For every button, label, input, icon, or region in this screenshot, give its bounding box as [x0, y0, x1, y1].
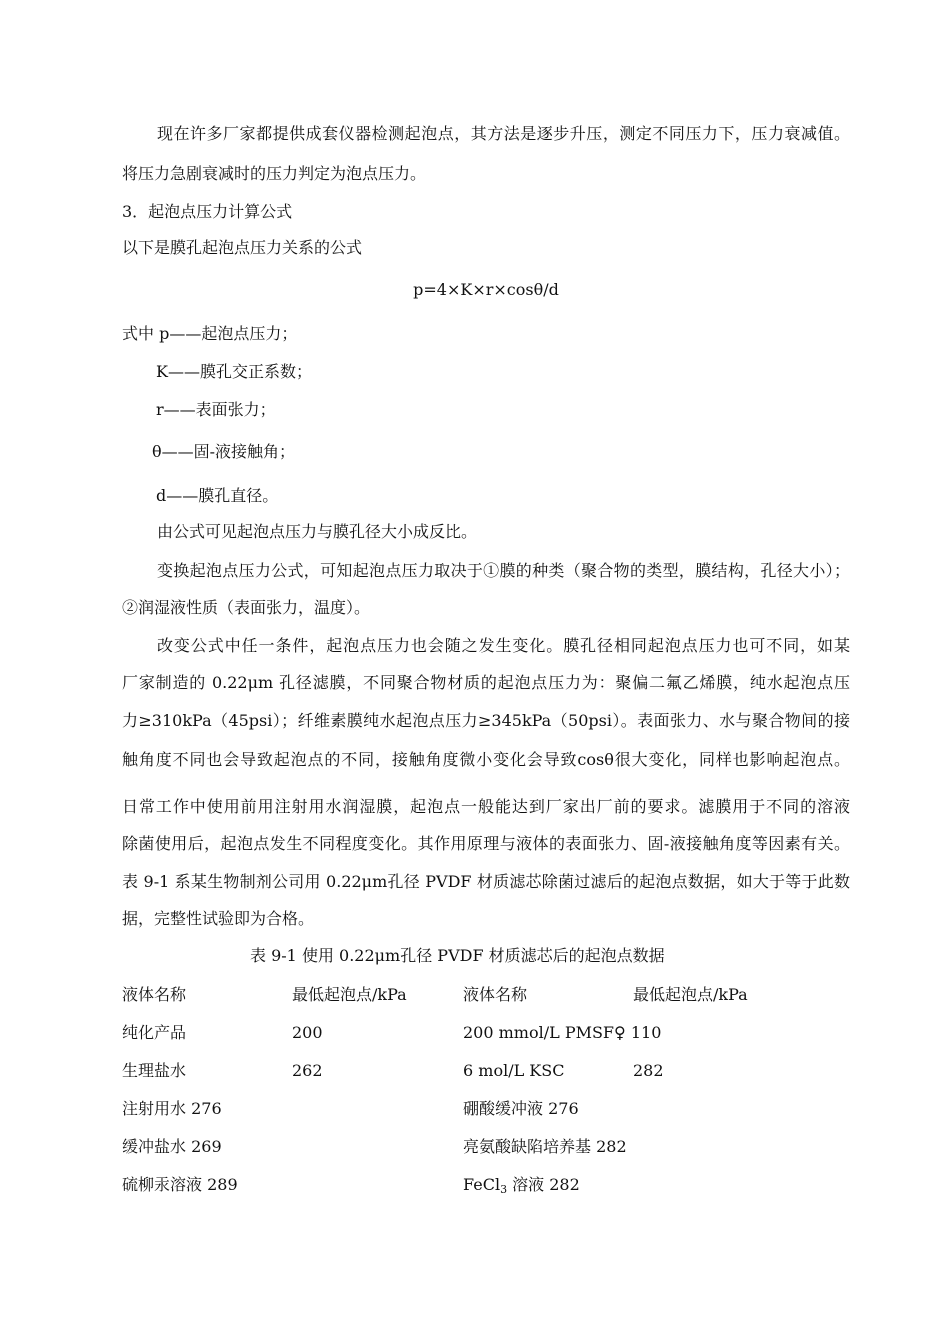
table-cell: [463, 1023, 661, 1043]
paragraph-4-line-3: 力≥310kPa（45psi）；纤维素膜纯水起泡点压力≥345kPa（50psi）。表面张力、水与聚合物间的接: [122, 711, 850, 730]
paragraph-4-line-1: 改变公式中任一条件，起泡点压力也会随之发生变化。膜孔径相同起泡点压力也可不同，如某: [157, 636, 850, 655]
definition-d: d——膜孔直径。: [156, 486, 279, 505]
definition-r: r——表面张力；: [156, 400, 276, 419]
table-cell: 亮氨酸缺陷培养基 282: [463, 1137, 627, 1156]
paragraph-3-line-1: 变换起泡点压力公式，可知起泡点压力取决于①膜的种类（聚合物的类型，膜结构，孔径大小）；: [157, 561, 850, 580]
table-cell-text: 200 mmol/L PMSF: [463, 1023, 615, 1042]
table-cell: 纯化产品: [122, 1023, 187, 1042]
paragraph-1-line-1: 现在许多厂家都提供成套仪器检测起泡点，其方法是逐步升压，测定不同压力下，压力衰减值。: [157, 124, 850, 143]
table-cell: 硫柳汞溶液 289: [122, 1175, 238, 1194]
paragraph-5-line-1: 日常工作中使用前用注射用水润湿膜，起泡点一般能达到厂家出厂前的要求。滤膜用于不同的溶液: [122, 797, 850, 816]
paragraph-4-line-4: 触角度不同也会导致起泡点的不同，接触角度微小变化会导致cosθ很大变化，同样也影响起泡点。: [122, 750, 850, 769]
paragraph-2: 由公式可见起泡点压力与膜孔径大小成反比。: [157, 522, 478, 541]
table-cell: 262: [292, 1061, 323, 1080]
paragraph-5-line-3: 表 9-1 系某生物制剂公司用 0.22μm孔径 PVDF 材质滤芯除菌过滤后的起泡点数据，如大于等于此数: [122, 872, 850, 891]
table-cell: 282: [633, 1061, 664, 1080]
table-caption: 表 9-1 使用 0.22μm孔径 PVDF 材质滤芯后的起泡点数据: [250, 946, 665, 965]
formula: p=4×K×r×cosθ/d: [413, 280, 559, 299]
table-cell: 缓冲盐水 269: [122, 1137, 222, 1156]
table-cell: 6 mol/L KSC: [463, 1061, 565, 1080]
table-header-cell: 最低起泡点/kPa: [633, 985, 748, 1004]
fecl-subscript: 3: [500, 1183, 508, 1196]
paragraph-4-line-2: 厂家制造的 0.22μm 孔径滤膜，不同聚合物材质的起泡点压力为：聚偏二氟乙烯膜，纯水起泡点压: [122, 673, 850, 692]
fecl-suffix: 溶液 282: [507, 1175, 580, 1194]
table-header-cell: 最低起泡点/kPa: [292, 985, 407, 1004]
fecl-label: FeCl: [463, 1175, 501, 1194]
paragraph-1-line-2: 将压力急剧衰减时的压力判定为泡点压力。: [122, 164, 427, 183]
table-cell: 硼酸缓冲液 276: [463, 1099, 579, 1118]
definition-k: K——膜孔交正系数；: [156, 362, 312, 381]
table-cell: [463, 1175, 580, 1195]
pmsf-glyph: ♀: [614, 1023, 626, 1042]
table-header-cell: 液体名称: [463, 985, 528, 1004]
table-header-cell: 液体名称: [122, 985, 187, 1004]
table-cell-value: 110: [630, 1023, 662, 1042]
table-cell: 200: [292, 1023, 323, 1042]
section-heading: 3．起泡点压力计算公式: [122, 202, 293, 221]
paragraph-5-line-4: 据，完整性试验即为合格。: [122, 909, 315, 928]
formula-intro: 以下是膜孔起泡点压力关系的公式: [122, 238, 363, 257]
definition-p: 式中 p——起泡点压力；: [122, 324, 298, 343]
paragraph-3-line-2: ②润湿液性质（表面张力，温度）。: [122, 598, 371, 617]
table-cell: 注射用水 276: [122, 1099, 222, 1118]
definition-theta: θ——固-液接触角；: [152, 442, 296, 461]
paragraph-5-line-2: 除菌使用后，起泡点发生不同程度变化。其作用原理与液体的表面张力、固-液接触角度等因素有关。: [122, 834, 850, 853]
table-cell: 生理盐水: [122, 1061, 187, 1080]
